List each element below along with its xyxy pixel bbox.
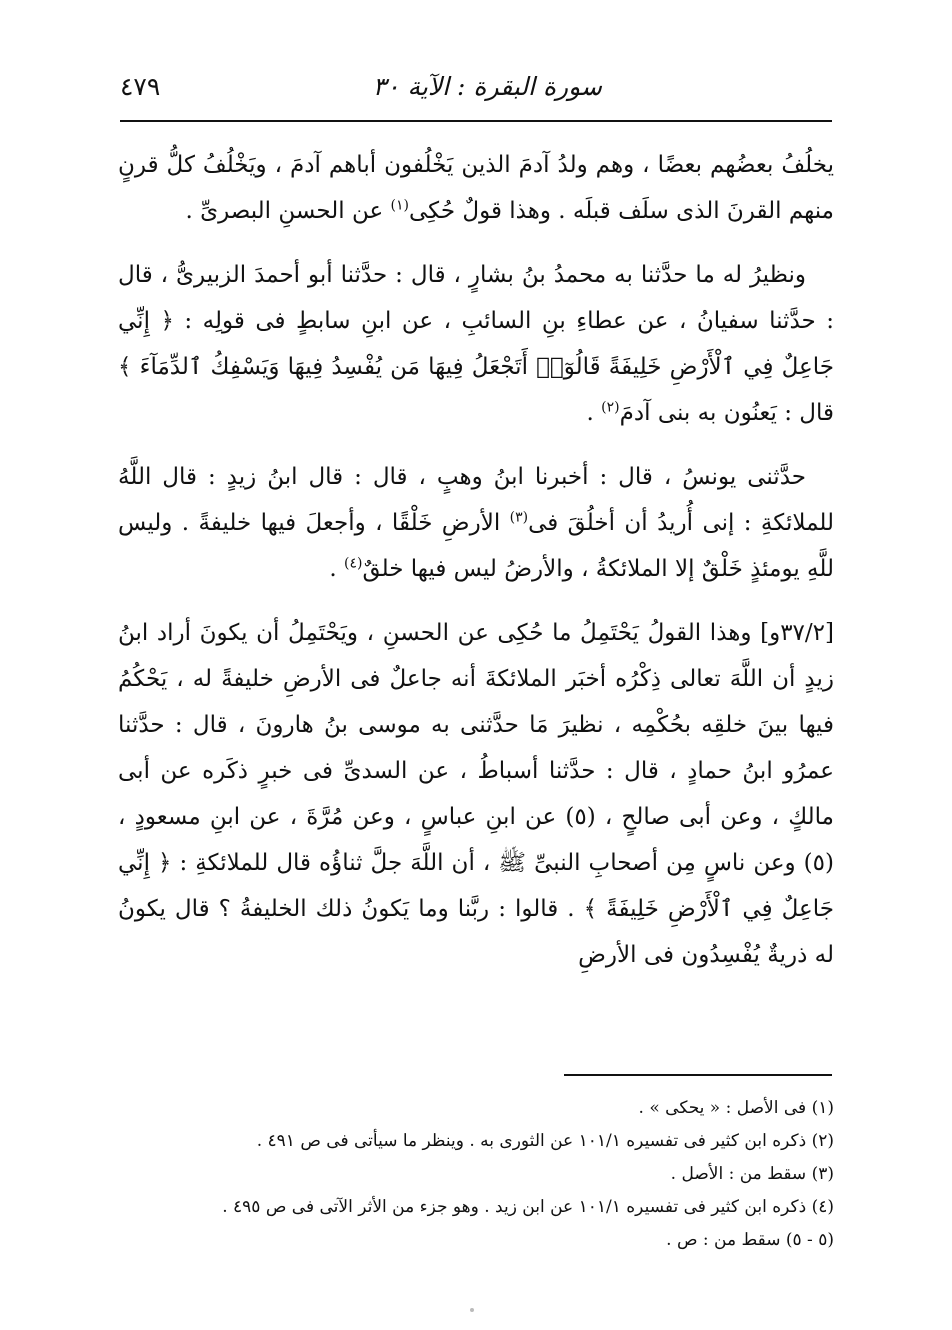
paragraph-4-text: [٣٧/٢و] وهذا القولُ يَحْتَمِلُ ما حُكِى عن الحسنِ ، ويَحْتَمِلُ أن يكونَ أراد ابنُ زيدٍ أن اللَّهَ تعالى ذِكْرُه أخبَر الملائكةَ أنه جاعلٌ فى الأرضِ خليفةً له ، يَحْكُمُ فيها بينَ خلقِه بحُكْمِه ، نظيرَ مَا حدَّثنى به موسى بنُ هارونَ ، قال : حدَّثنا عمرُو ابنُ حمادٍ ، قال : حدَّثنا أسباطُ ، عن السدىِّ فى خبرٍ ذكَره عن أبى مالكٍ ، وعن أبى صالحٍ ، (٥) عن ابنِ عباسٍ ، وعن مُرَّةَ ، عن ابنِ مسعودٍ ، (٥) وعن ناسٍ مِن أصحابِ النبىِّ ﷺ ، أن اللَّهَ جلَّ ثناؤُه قال للملائكةِ : ﴿ إِنِّي جَاعِلٌ فِي ٱلْأَرْضِ خَلِيفَةً ﴾ . قالوا : ربَّنا وما يَكونُ ذلك الخليفةُ ؟ قال يكونُ له ذريةٌ يُفْسِدُون فى الأرضِ xyxy=(118,620,834,968)
paragraph-1 xyxy=(118,142,834,234)
footnote-3: (٣) سقط من : الأصل . xyxy=(670,1164,834,1184)
running-header xyxy=(120,70,832,114)
footnote-5: (٥ - ٥) سقط من : ص . xyxy=(666,1230,834,1250)
paragraph-2-end: . xyxy=(586,400,594,426)
paragraph-3-end: . xyxy=(329,556,337,582)
paragraph-1-end: عن الحسنِ البصرىِّ . xyxy=(185,198,384,224)
footnote-2: (٢) ذكره ابن كثير فى تفسيره ١٠١/١ عن الثورى به . وينظر ما سيأتى فى ص ٤٩١ . xyxy=(256,1131,834,1151)
paragraph-1-text: يخلُفُ بعضُهم بعضًا ، وهم ولدُ آدمَ الذين يَخْلُفون أباهم آدمَ ، ويَخْلُفُ كلُّ قرنٍ منهم القرنَ الذى سلَف قبلَه . وهذا قولٌ حُكِى xyxy=(118,152,834,224)
footnote-ref-1: (١) xyxy=(390,197,409,214)
surah-title: سورة البقرة : الآية ٣٠ xyxy=(372,72,602,101)
paragraph-4 xyxy=(118,610,834,978)
main-text xyxy=(118,142,834,996)
paragraph-3 xyxy=(118,454,834,592)
footnote-4: (٤) ذكره ابن كثير فى تفسيره ١٠١/١ عن ابن زيد . وهو جزء من الأثر الآتى فى ص ٤٩٥ . xyxy=(222,1197,834,1217)
paragraph-3-mid: الأرضِ خَلْقًا ، وأجعلَ فيها خليفةً . وليس للَّهِ يومئذٍ خَلْقٌ إلا الملائكةُ ، والأرضُ ليس فيها خلقٌ xyxy=(118,510,834,582)
footnote-divider xyxy=(564,1074,832,1076)
footnote-ref-4: (٤) xyxy=(344,555,363,572)
header-divider xyxy=(120,120,832,122)
page-number: ٤٧٩ xyxy=(120,72,161,101)
paragraph-2 xyxy=(118,252,834,436)
paragraph-2-text: ونظيرُ له ما حدَّثنا به محمدُ بنُ بشارٍ ، قال : حدَّثنا أبو أحمدَ الزبيرىُّ ، قال : حدَّثنا سفيانُ ، عن عطاءِ بنِ السائبِ ، عن ابنِ سابطٍ فى قولِه : ﴿ إِنِّي جَاعِلٌ فِي ٱلْأَرْضِ خَلِيفَةً قَالُوٓا۟ أَتَجْعَلُ فِيهَا مَن يُفْسِدُ فِيهَا وَيَسْفِكُ ٱلدِّمَآءَ ﴾ قال : يَعنُون به بنى آدمَ xyxy=(118,262,834,426)
footnote-ref-3: (٣) xyxy=(509,509,529,526)
paragraph-3-text: حدَّثنى يونسُ ، قال : أخبرنا ابنُ وهبٍ ، قال : قال ابنُ زيدٍ : قال اللَّهُ للملائكةِ : إنى أُريدُ أن أخلُقَ فى xyxy=(118,464,834,536)
footnotes xyxy=(118,1092,834,1257)
scan-speck xyxy=(470,1308,474,1312)
footnote-1: (١) فى الأصل : « يحكى » . xyxy=(638,1098,834,1118)
footnote-ref-2: (٢) xyxy=(601,399,620,416)
